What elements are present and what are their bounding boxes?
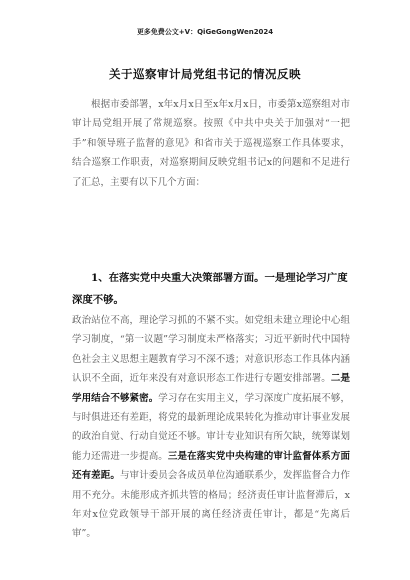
point-3-text: 与审计委员会各成员单位沟通联系少，发挥监督合力作用不充分。未能形成齐抓共管的格局；经济责任审计监督滞后，x年对x位党政领导干部开展的离任经济责任审计，都是“先离后审”。	[72, 470, 350, 540]
point-2-text: 学习存在实用主义，学习深度广度拓展不够，与时俱进还有差距，将党的最新理论成果转化为推动审计事业发展的政治自觉、行动自觉还不够。审计专业知识有所欠缺，统筹谋划能力还需进一步提高。	[72, 392, 350, 462]
point-1-text: 政治站位不高，理论学习抓的不紧不实。如党组未建立理论中心组学习制度，“第一议题”学习制度未严格落实；习近平新时代中国特色社会主义思想主题教育学习不深不透；对意识形态工作具体内涵认识不全面，近年来没有对意识形态工作进行专题安排部署。	[72, 315, 350, 385]
document-title: 关于巡察审计局党组书记的情况反映	[109, 67, 301, 81]
point-1-heading: 一是理论学习广度深度不够。	[72, 272, 348, 306]
section-heading-1-title: 1、在落实党中央重大决策部署方面。	[91, 272, 265, 284]
page-header: 更多免费公文+V：QiGeGongWen2024	[136, 28, 274, 36]
point-3-heading: 三是在落实党中央构建的审计监督体系方面还有差距。	[72, 450, 350, 482]
intro-paragraph: 根据市委部署，x年x月x日至x年x月x日，市委第x巡察组对市审计局党组开展了常规巡察。按照《中共中央关于加强对“一把手”和领导班子监督的意见》和省市关于巡视巡察工作具体要求，结合巡察工作职责，对巡察期间反映党组书记x的问题和不足进行了汇总，主要有以下几个方面：	[72, 99, 350, 188]
point-2-heading: 二是学用结合不够紧密。	[72, 373, 350, 404]
section-1-paragraph	[72, 311, 350, 544]
section-heading-1	[72, 267, 350, 311]
